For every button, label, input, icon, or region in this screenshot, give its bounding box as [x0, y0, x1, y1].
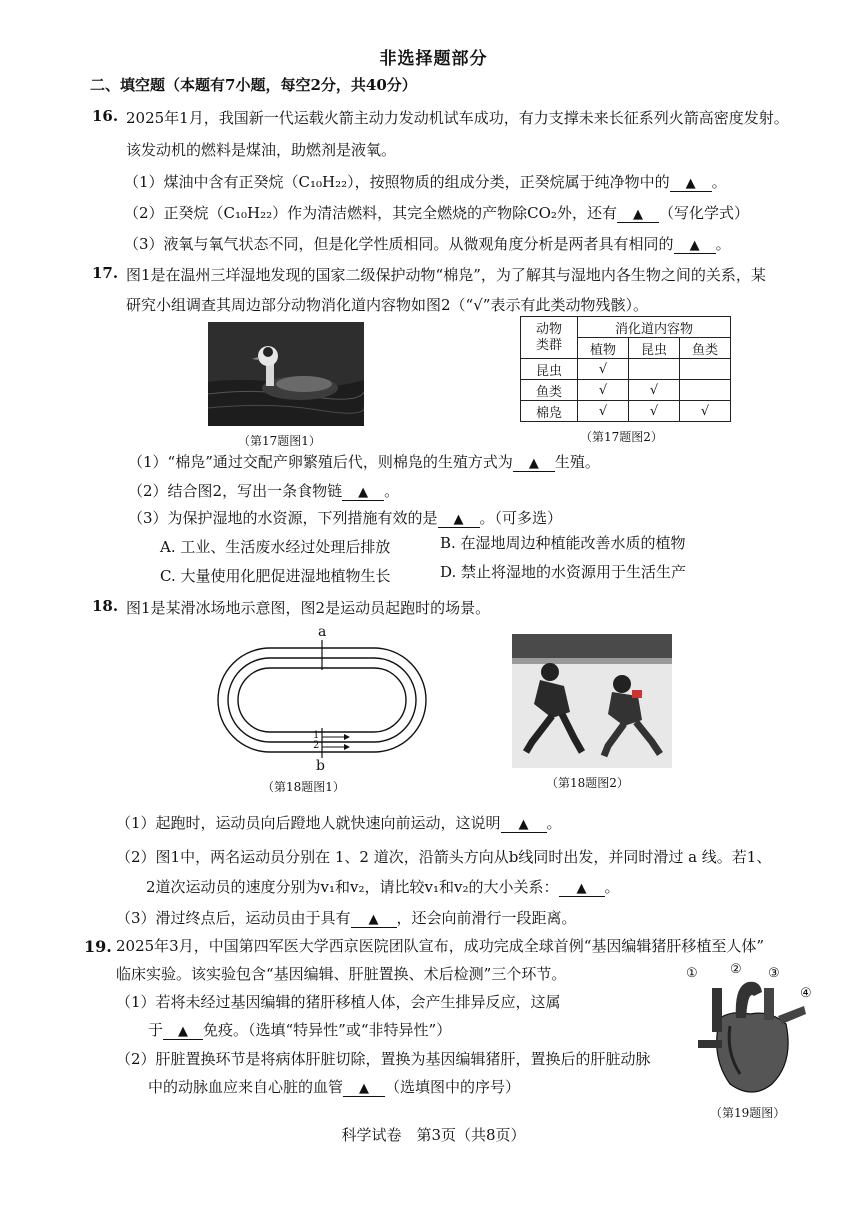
q19-part1-line1: （1）若将未经过基因编辑的猪肝移植人体，会产生排异反应，这属: [116, 993, 561, 1011]
q19-stem-line2: 临床实验。该实验包含“基因编辑、肝脏置换、术后检测”三个环节。: [116, 965, 567, 983]
table-cell: √: [578, 359, 629, 380]
speed-skaters-photo: [512, 634, 672, 768]
q16-part2-text: （2）正癸烷（C₁₀H₂₂）作为清洁燃料，其完全燃烧的产物除CO₂外，还有: [124, 204, 617, 222]
q17-option-a: A. 工业、生活废水经过处理后排放: [160, 538, 391, 556]
lane2-arrowhead-icon: [344, 744, 350, 750]
table-cell: √: [680, 401, 731, 422]
vessel-lower: [698, 1040, 722, 1048]
q17-fig1-caption: （第17题图1）: [238, 434, 321, 448]
table-cell: [680, 380, 731, 401]
q17-part2-text: （2）结合图2，写出一条食物链: [128, 482, 343, 500]
q16-part1: [124, 171, 727, 192]
blank-triangle-icon: ▲: [359, 1081, 370, 1096]
table-corner-cell: [521, 317, 578, 359]
q16-part3-text: （3）液氧与氧气状态不同，但是化学性质相同。从微观角度分析是两者具有相同的: [124, 235, 674, 253]
q18-part1-text: （1）起跑时，运动员向后蹬地人就快速向前运动，这说明: [116, 814, 501, 832]
blank-triangle-icon: ▲: [528, 456, 539, 471]
label-b: b: [316, 758, 325, 774]
answer-blank[interactable]: [342, 482, 384, 501]
answer-blank[interactable]: [163, 1021, 203, 1040]
heart-label-2: ②: [730, 962, 742, 977]
q17-part3: [128, 507, 562, 528]
skating-rink-diagram: [210, 626, 434, 772]
q18-fig1-caption: （第18题图1）: [262, 780, 345, 794]
q18-part1: [116, 812, 562, 833]
row-label: 鱼类: [521, 380, 578, 401]
vessel-4: [778, 1006, 806, 1024]
q17-part2: [128, 480, 399, 501]
q19-part2-line2: [148, 1076, 520, 1097]
q17-option-d: D. 禁止将湿地的水资源用于生活生产: [440, 563, 687, 581]
answer-blank[interactable]: [670, 173, 712, 192]
q18-part2-line1: （2）图1中，两名运动员分别在 1、2 道次，沿箭头方向从b线同时出发，并同时滑过 a 线。若1、: [116, 848, 772, 866]
q18-part2-text: 2道次运动员的速度分别为v₁和v₂，请比较v₁和v₂的大小关系：: [146, 878, 559, 896]
q16-part1-text: （1）煤油中含有正癸烷（C₁₀H₂₂），按照物质的组成分类，正癸烷属于纯净物中的: [124, 173, 670, 191]
blank-triangle-icon: ▲: [632, 207, 643, 222]
q19-number: 19.: [84, 937, 112, 956]
heart-label-4: ④: [800, 986, 812, 1001]
lane1-arrowhead-icon: [344, 734, 350, 740]
lane-1-label: 1: [313, 730, 320, 741]
row-label: 昆虫: [521, 359, 578, 380]
column-header: 鱼类: [680, 338, 731, 359]
q19-fig-caption: （第19题图）: [710, 1106, 786, 1120]
answer-blank[interactable]: [501, 814, 547, 833]
answer-blank[interactable]: [674, 235, 716, 254]
blank-triangle-icon: ▲: [178, 1024, 189, 1039]
table-row: [521, 359, 731, 380]
q17-option-b: B. 在湿地周边种植能改善水质的植物: [440, 534, 686, 552]
q16-part2: [124, 202, 749, 223]
blank-triangle-icon: ▲: [685, 176, 696, 191]
q16-number: 16.: [92, 107, 119, 125]
page-title: 非选择题部分: [379, 49, 488, 69]
q16-part1-end: 。: [711, 173, 727, 191]
q19-part2-line1: （2）肝脏置换环节是将病体肝脏切除，置换为基因编辑猪肝，置换后的肝脏动脉: [116, 1050, 651, 1068]
q18-part3-end: ，还会向前滑行一段距离。: [396, 909, 577, 927]
digestive-contents-table: [520, 316, 731, 422]
blank-triangle-icon: ▲: [368, 912, 379, 927]
q17-part2-end: 。: [384, 482, 400, 500]
section-heading: 二、填空题（本题有7小题，每空2分，共40分）: [90, 76, 417, 94]
q16-part3-end: 。: [715, 235, 731, 253]
goose-illustration: [208, 322, 364, 426]
blank-triangle-icon: ▲: [453, 512, 464, 527]
table-cell: [629, 359, 680, 380]
q17-stem-line2: 研究小组调查其周边部分动物消化道内容物如图2（“√”表示有此类动物残骸）。: [126, 296, 648, 314]
q16-stem-line1: 2025年1月，我国新一代运载火箭主动力发动机试车成功，有力支撑未来长征系列火箭高密度发射。: [126, 109, 789, 127]
q19-part2-text: 中的动脉血应来自心脏的血管: [148, 1078, 344, 1096]
q19-part1-line2: [148, 1019, 451, 1040]
column-header: 植物: [578, 338, 629, 359]
heart-label-1: ①: [686, 966, 698, 981]
table-cell: √: [629, 401, 680, 422]
lane-2-label: 2: [313, 740, 320, 751]
q17-part1: [128, 451, 600, 472]
q18-part1-end: 。: [546, 814, 562, 832]
table-row: [521, 380, 731, 401]
column-header: 昆虫: [629, 338, 680, 359]
q17-fig2-caption: （第17题图2）: [580, 430, 663, 444]
corner-top: 动物: [535, 321, 562, 337]
q18-part2-end: 。: [604, 878, 620, 896]
q19-part1-end: 免疫。（选填“特异性”或“非特异性”）: [203, 1021, 452, 1039]
q18-fig2-caption: （第18题图2）: [546, 776, 629, 790]
table-cell: √: [578, 380, 629, 401]
vessel-1: [712, 988, 722, 1032]
table-cell: [680, 359, 731, 380]
q17-number: 17.: [92, 264, 119, 282]
q17-part3-text: （3）为保护湿地的水资源，下列措施有效的是: [128, 509, 438, 527]
blank-triangle-icon: ▲: [689, 238, 700, 253]
q17-option-c: C. 大量使用化肥促进湿地植物生长: [160, 567, 391, 585]
blank-triangle-icon: ▲: [358, 485, 369, 500]
table-group-header: 消化道内容物: [578, 317, 731, 338]
label-a: a: [318, 624, 327, 640]
q18-part2-line2: [146, 876, 620, 897]
page-footer: 科学试卷 第3页（共8页）: [341, 1126, 526, 1144]
q18-stem: 图1是某滑冰场地示意图，图2是运动员起跑时的场景。: [126, 599, 491, 617]
answer-blank[interactable]: [438, 509, 480, 528]
answer-blank[interactable]: [343, 1078, 385, 1097]
row-label: 棉凫: [521, 401, 578, 422]
table-row: [521, 401, 731, 422]
q17-part1-text: （1）“棉凫”通过交配产卵繁殖后代，则棉凫的生殖方式为: [128, 453, 513, 471]
q18-part3: [116, 907, 577, 928]
answer-blank[interactable]: [559, 878, 605, 897]
q19-part2-end: （选填图中的序号）: [385, 1078, 521, 1096]
answer-blank[interactable]: [617, 204, 659, 223]
answer-blank[interactable]: [351, 909, 397, 928]
q16-stem-line2: 该发动机的燃料是煤油，助燃剂是液氧。: [126, 141, 397, 159]
cotton-pygmy-goose-photo: [208, 322, 364, 426]
skaters-illustration: [512, 634, 672, 768]
corner-bottom: 类群: [535, 337, 562, 353]
q18-number: 18.: [92, 597, 119, 615]
q16-part2-end: （写化学式）: [658, 204, 749, 222]
heart-label-3: ③: [768, 966, 780, 981]
blank-triangle-icon: ▲: [576, 881, 587, 896]
q17-part3-end: 。（可多选）: [479, 509, 563, 527]
q16-part3: [124, 233, 731, 254]
q17-stem-line1: 图1是在温州三垟湿地发现的国家二级保护动物“棉凫”，为了解其与湿地内各生物之间的关系，某: [126, 266, 766, 284]
q19-part1-text: 于: [148, 1021, 164, 1039]
heart-body: [717, 1013, 788, 1092]
table-cell: √: [629, 380, 680, 401]
q19-stem-line1: 2025年3月，中国第四军医大学西京医院团队宣布，成功完成全球首例“基因编辑猪肝移植至人体”: [116, 937, 765, 955]
answer-blank[interactable]: [513, 453, 555, 472]
q17-part1-end: 生殖。: [554, 453, 600, 471]
vessel-3: [764, 988, 774, 1020]
inner-track-line: [238, 668, 406, 732]
q18-part3-text: （3）滑过终点后，运动员由于具有: [116, 909, 351, 927]
blank-triangle-icon: ▲: [518, 817, 529, 832]
table-cell: √: [578, 401, 629, 422]
